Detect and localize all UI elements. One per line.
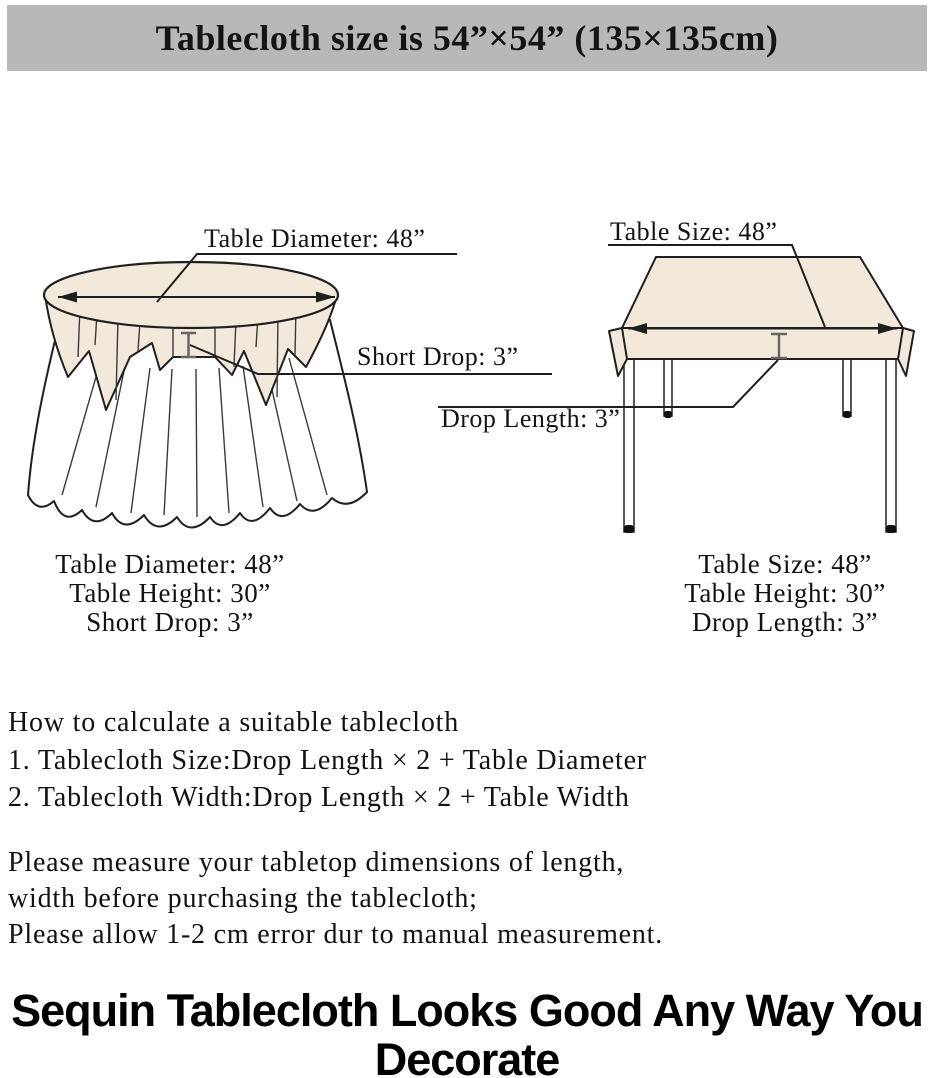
headline-line: Sequin Tablecloth Looks Good Any Way You (11, 985, 923, 1036)
table-leg-front-right (886, 359, 896, 533)
note-line: Please allow 1-2 cm error dur to manual measurement. (8, 919, 664, 950)
round-table-specs (25, 550, 315, 637)
spec-line: Table Height: 30” (684, 578, 886, 608)
tablecloth-diagrams (0, 195, 934, 555)
table-leg-rear-left (664, 359, 672, 418)
spec-line: Short Drop: 3” (86, 607, 254, 637)
spec-line: Table Height: 30” (69, 578, 271, 608)
note-line: width before purchasing the tablecloth; (8, 883, 478, 914)
calc-title: How to calculate a suitable tablecloth (8, 707, 460, 738)
spec-line: Table Size: 48” (698, 549, 872, 579)
table-size-label: Table Size: 48” (610, 217, 778, 246)
leg-foot (843, 411, 851, 418)
rect-table-specs (640, 550, 930, 637)
header-bar (7, 5, 927, 71)
headline-line: Decorate (374, 1034, 560, 1078)
calc-line: 1. Tablecloth Size:Drop Length × 2 + Table Diameter (8, 744, 647, 776)
leg-foot (664, 411, 672, 418)
rect-tabletop (622, 257, 903, 328)
short-drop-label: Short Drop: 3” (357, 342, 519, 371)
measure-note (8, 845, 663, 953)
calc-section (8, 704, 647, 817)
spec-line: Table Diameter: 48” (55, 549, 285, 579)
drop-length-label: Drop Length: 3” (441, 404, 621, 433)
rect-table-illustration (438, 245, 914, 533)
rect-cloth-front (622, 328, 903, 359)
round-table-illustration (28, 254, 552, 528)
leg-foot (624, 525, 634, 533)
header-title: Tablecloth size is 54”×54” (135×135cm) (155, 18, 779, 58)
spec-line: Drop Length: 3” (692, 607, 878, 637)
leg-foot (886, 525, 896, 533)
table-diameter-label: Table Diameter: 48” (204, 224, 426, 253)
table-leg-rear-right (843, 359, 851, 418)
table-leg-front-left (624, 359, 634, 533)
note-line: Please measure your tabletop dimensions of length, (8, 847, 625, 878)
footer-headline (0, 986, 934, 1078)
round-tabletop (44, 262, 338, 328)
calc-line: 2. Tablecloth Width:Drop Length × 2 + Table Width (8, 782, 630, 813)
